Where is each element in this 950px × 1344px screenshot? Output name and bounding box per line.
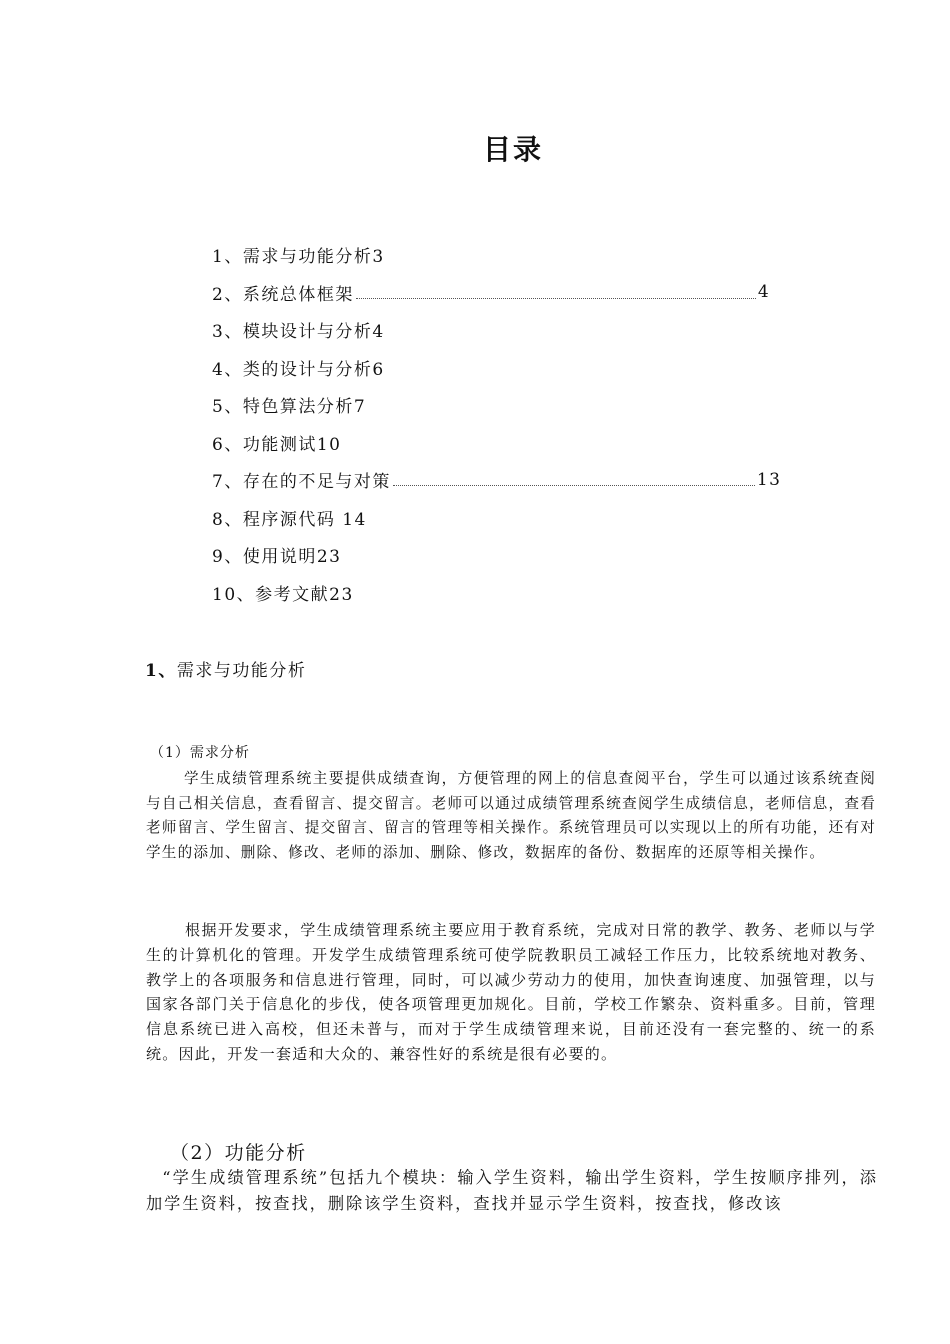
- toc-item[interactable]: [212, 236, 812, 274]
- paragraph: “学生成绩管理系统”包括九个模块：输入学生资料，输出学生资料，学生按顺序排列，添加学生资料，按查找，删除该学生资料，查找并显示学生资料，按查找，修改该: [146, 1168, 878, 1213]
- toc-item-label: 9、使用说明23: [212, 547, 342, 568]
- toc-leader-dots: [356, 286, 756, 299]
- page-title: 目录: [482, 133, 543, 166]
- toc-page-number: 13: [756, 469, 782, 490]
- subsection-heading-requirements: （1）需求分析: [150, 745, 250, 761]
- toc-item[interactable]: [212, 461, 812, 499]
- toc-item[interactable]: [212, 386, 812, 424]
- toc-item-label: 6、功能测试10: [212, 434, 342, 455]
- paragraph: 学生成绩管理系统主要提供成绩查询，方便管理的网上的信息查阅平台，学生可以通过该系统查阅与自己相关信息，查看留言、提交留言。老师可以通过成绩管理系统查阅学生成绩信息，老师信息，查看老师留言、学生留言、提交留言、留言的管理等相关操作。系统管理员可以实现以上的所有功能，还有对学生的添加、删除、修改、老师的添加、删除、修改，数据库的备份、数据库的还原等相关操作。: [146, 770, 876, 861]
- toc-item[interactable]: [212, 424, 812, 462]
- table-of-contents: [212, 236, 812, 611]
- section-title: 需求与功能分析: [176, 661, 307, 681]
- toc-item-label: 1、需求与功能分析3: [212, 247, 385, 268]
- toc-item-label: 7、存在的不足与对策: [212, 472, 391, 493]
- toc-item[interactable]: [212, 574, 812, 612]
- toc-item-label: 3、模块设计与分析4: [212, 322, 385, 343]
- section-heading: [145, 656, 306, 681]
- subsection-heading-functions: （2）功能分析: [170, 1142, 307, 1164]
- toc-item[interactable]: [212, 536, 812, 574]
- toc-item[interactable]: [212, 274, 812, 312]
- toc-item-label: 4、类的设计与分析6: [212, 359, 385, 380]
- toc-item[interactable]: [212, 499, 812, 537]
- toc-item-label: 10、参考文献23: [212, 584, 354, 605]
- section-number: 1、: [145, 661, 177, 681]
- toc-page-number: 4: [757, 282, 771, 303]
- toc-item[interactable]: [212, 311, 812, 349]
- paragraph: 根据开发要求，学生成绩管理系统主要应用于教育系统，完成对日常的教学、教务、老师以与学生的计算机化的管理。开发学生成绩管理系统可使学院教职员工减轻工作压力，比较系统地对教务、教学上的各项服务和信息进行管理，同时，可以减少劳动力的使用，加快查询速度、加强管理，以与国家各部门关于信息化的步伐，使各项管理更加规化。目前，学校工作繁杂、资料重多。目前，管理信息系统已进入高校，但还未普与，而对于学生成绩管理来说，目前还没有一套完整的、统一的系统。因此，开发一套适和大众的、兼容性好的系统是很有必要的。: [146, 921, 876, 1063]
- toc-item-label: 8、程序源代码 14: [212, 509, 367, 530]
- toc-item-label: 2、系统总体框架: [212, 284, 354, 305]
- toc-leader-dots: [393, 473, 755, 486]
- toc-item-label: 5、特色算法分析7: [212, 397, 367, 418]
- toc-item[interactable]: [212, 349, 812, 387]
